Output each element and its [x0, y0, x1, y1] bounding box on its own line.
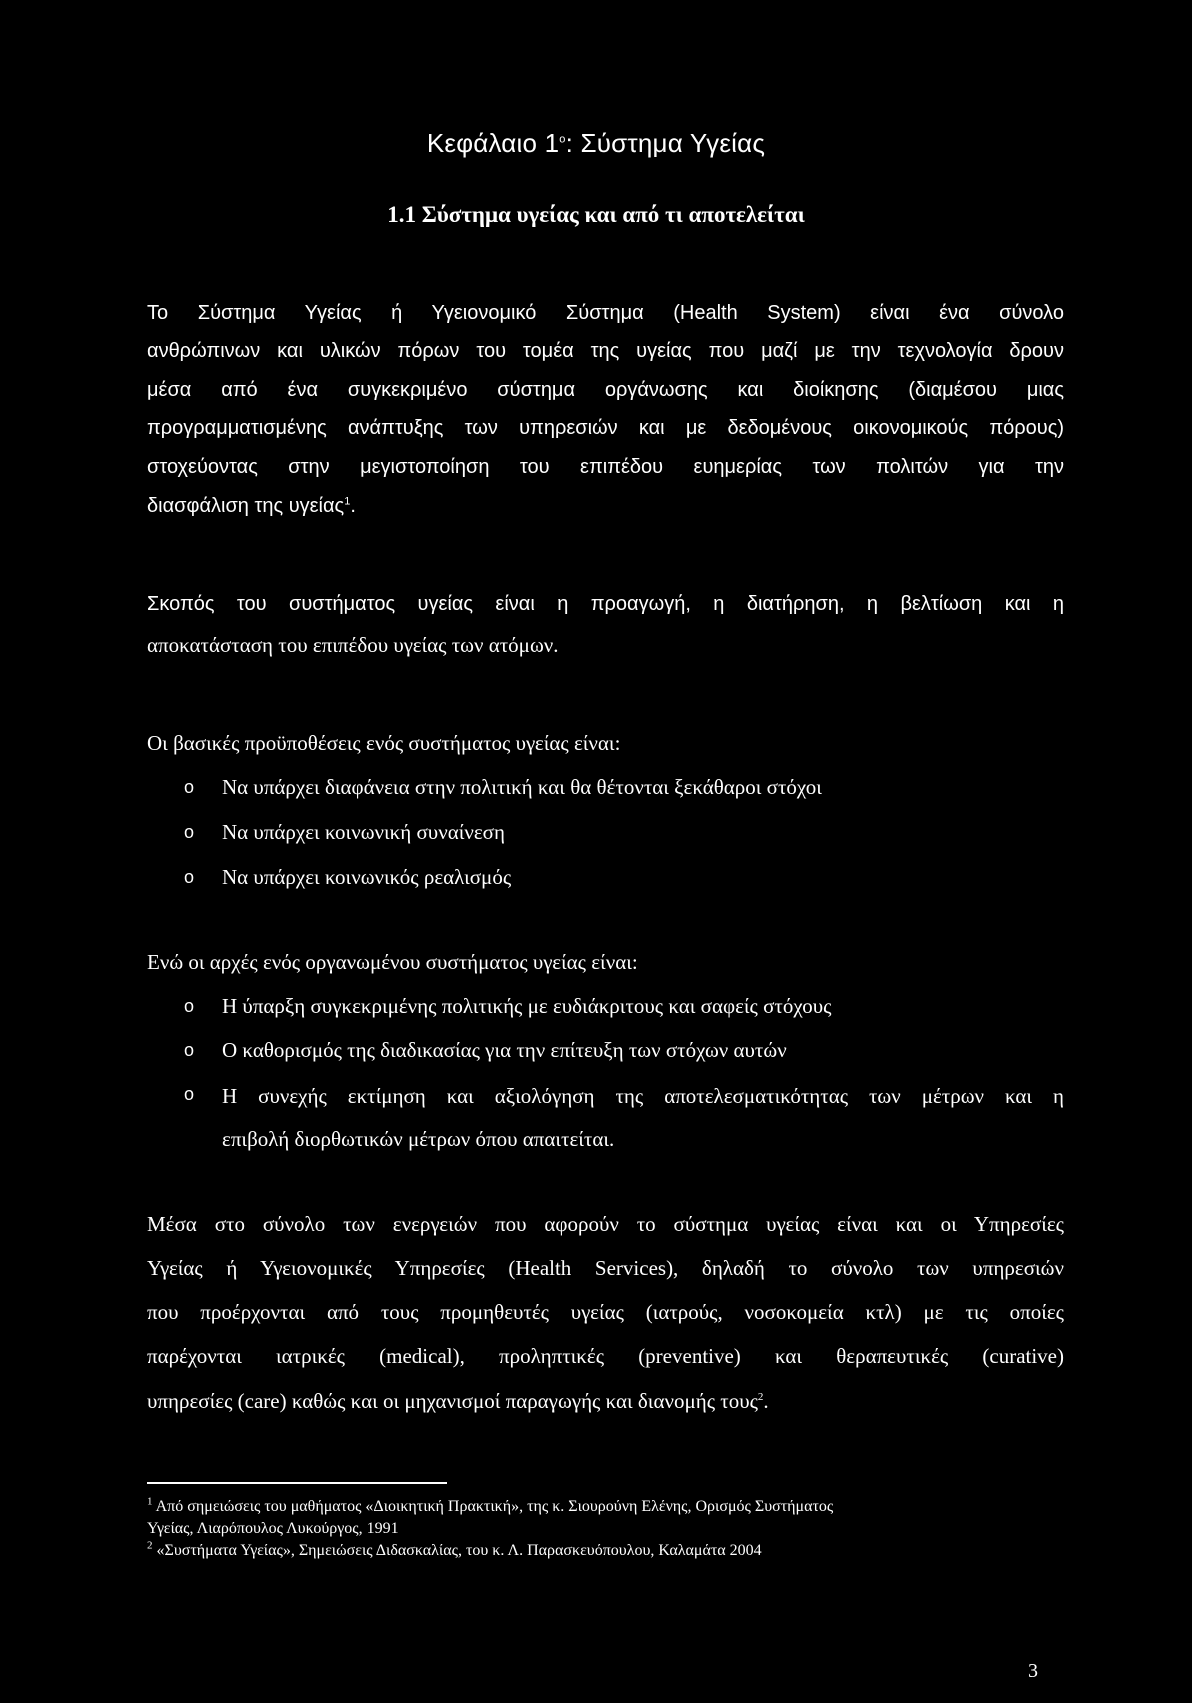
prerequisites-intro: Οι βασικές προϋποθέσεις ενός συστήματος υγείας είναι: — [147, 731, 621, 755]
chapter-title-main: Κεφάλαιο 1 — [426, 128, 560, 158]
footnote-1-number: 1 — [147, 1495, 153, 1508]
footnote-2 — [147, 1541, 762, 1561]
list-item-text: Ο καθορισμός της διαδικασίας για την επίτευξη των στόχων αυτών — [222, 1038, 787, 1062]
bullet-circle-icon: o — [184, 822, 195, 842]
footnote-2-text: «Συστήματα Υγείας», Σημειώσεις Διδασκαλίας, του κ. Λ. Παρασκευόπουλου, Καλαμάτα 2004 — [152, 1542, 762, 1559]
paragraph-line: Σκοπός του συστήματος υγείας είναι η προαγωγή, η διατήρηση, η βελτίωση και η — [147, 593, 1064, 615]
paragraph-line: που προέρχονται από τους προμηθευτές υγείας (ιατρούς, νοσοκομεία κτλ) με τις οποίες — [147, 1300, 1064, 1324]
paragraph-line: στοχεύοντας στην μεγιστοποίηση του επιπέδου ευημερίας των πολιτών για την — [147, 456, 1064, 478]
footnote-1-continued: Υγείας, Λιαρόπουλος Λυκούργος, 1991 — [147, 1520, 399, 1537]
list-item-text: Να υπάρχει κοινωνική συναίνεση — [222, 820, 505, 844]
sentence-end: . — [350, 495, 356, 517]
list-item-text: Η ύπαρξη συγκεκριμένης πολιτικής με ευδιάκριτους και σαφείς στόχους — [222, 994, 832, 1018]
principles-intro: Ενώ οι αρχές ενός οργανωμένου συστήματος υγείας είναι: — [147, 950, 638, 974]
chapter-title-superscript: ο — [559, 133, 566, 146]
paragraph-line: αποκατάσταση του επιπέδου υγείας των ατόμων. — [147, 633, 559, 657]
bullet-circle-icon: o — [184, 1040, 195, 1060]
list-item-text: Η συνεχής εκτίμηση και αξιολόγηση της αποτελεσματικότητας των μέτρων και η — [222, 1084, 1064, 1108]
paragraph-line-last — [147, 1387, 1064, 1415]
footnote-1 — [147, 1497, 833, 1517]
footnote-separator — [147, 1482, 447, 1484]
list-item-text-continued: επιβολή διορθωτικών μέτρων όπου απαιτείται. — [222, 1127, 615, 1151]
paragraph-line: μέσα από ένα συγκεκριμένο σύστημα οργάνωσης και διοίκησης (διαμέσου μιας — [147, 379, 1064, 401]
paragraph-line: Υγείας ή Υγειονομικές Υπηρεσίες (Health Services), δηλαδή το σύνολο των υπηρεσιών — [147, 1256, 1064, 1280]
paragraph-line: Το Σύστημα Υγείας ή Υγειονομικό Σύστημα (Health System) είναι ένα σύνολο — [147, 302, 1064, 324]
paragraph-line: προγραμματισμένης ανάπτυξης των υπηρεσιών και με δεδομένους οικονομικούς πόρους) — [147, 417, 1064, 439]
paragraph-line-text: υπηρεσίες (care) καθώς και οι μηχανισμοί παραγωγής και διανομής τους — [147, 1389, 758, 1413]
paragraph-line-last — [147, 492, 1064, 520]
footnote-ref-1[interactable]: 1 — [344, 495, 351, 508]
bullet-circle-icon: o — [184, 867, 195, 887]
sentence-end: . — [763, 1389, 769, 1413]
paragraph-line-text: διασφάλιση της υγείας — [147, 495, 345, 517]
footnote-1-text: Από σημειώσεις του μαθήματος «Διοικητική Πρακτική», της κ. Σιουρούνη Ελένης, Ορισμός Συστήματος — [152, 1498, 834, 1515]
list-item-text: Να υπάρχει κοινωνικός ρεαλισμός — [222, 865, 512, 889]
bullet-circle-icon: o — [184, 996, 195, 1016]
paragraph-line: Μέσα στο σύνολο των ενεργειών που αφορούν το σύστημα υγείας είναι και οι Υπηρεσίες — [147, 1212, 1064, 1236]
paragraph-line: ανθρώπινων και υλικών πόρων του τομέα της υγείας που μαζί με την τεχνολογία δρουν — [147, 340, 1064, 362]
bullet-circle-icon: o — [184, 777, 195, 797]
section-title: 1.1 Σύστημα υγείας και από τι αποτελείται — [387, 202, 805, 227]
footnote-ref-2[interactable]: 2 — [757, 1391, 764, 1403]
footnote-2-number: 2 — [147, 1539, 153, 1552]
list-item-text: Να υπάρχει διαφάνεια στην πολιτική και θα θέτονται ξεκάθαροι στόχοι — [222, 775, 822, 799]
chapter-title — [0, 128, 1192, 159]
page-number: 3 — [1028, 1660, 1038, 1682]
paragraph-line: παρέχονται ιατρικές (medical), προληπτικές (preventive) και θεραπευτικές (curative) — [147, 1344, 1064, 1368]
chapter-title-rest: : Σύστημα Υγείας — [565, 128, 766, 158]
bullet-circle-icon: o — [184, 1084, 195, 1104]
